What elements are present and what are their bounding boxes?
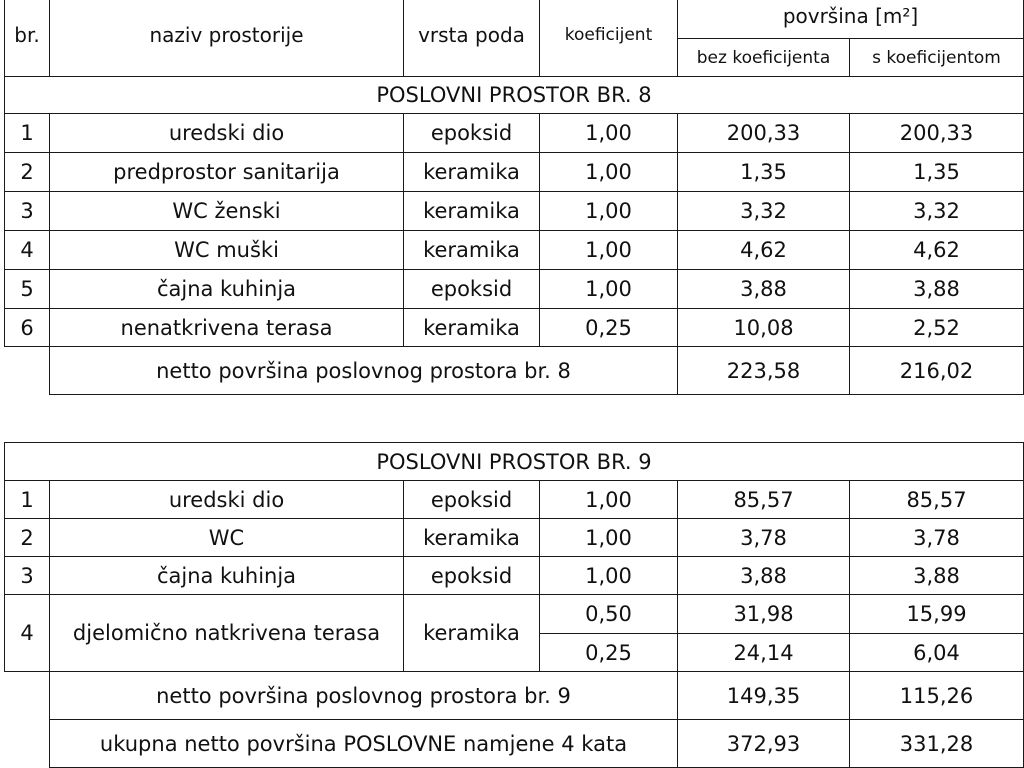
section-title: POSLOVNI PROSTOR BR. 9	[5, 443, 1024, 481]
cell-bez: 24,14	[678, 634, 850, 672]
cell-koef: 1,00	[540, 270, 678, 309]
cell-bez: 3,88	[678, 270, 850, 309]
cell-naziv: nenatkrivena terasa	[50, 309, 404, 347]
cell-s: 15,99	[850, 595, 1024, 634]
cell-bez: 200,33	[678, 114, 850, 153]
cell-naziv: uredski dio	[50, 481, 404, 519]
cell-s: 3,88	[850, 557, 1024, 595]
cell-naziv: uredski dio	[50, 114, 404, 153]
cell-s: 6,04	[850, 634, 1024, 672]
cell-br: 4	[5, 595, 50, 672]
table-row	[5, 270, 1024, 309]
cell-naziv: WC muški	[50, 231, 404, 270]
cell-vrsta: epoksid	[404, 114, 540, 153]
header-vrsta: vrsta poda	[404, 0, 540, 77]
cell-br: 3	[5, 192, 50, 231]
cell-bez: 4,62	[678, 231, 850, 270]
cell-koef: 1,00	[540, 153, 678, 192]
cell-bez: 3,88	[678, 557, 850, 595]
cell-br: 2	[5, 153, 50, 192]
total-s: 216,02	[850, 347, 1024, 395]
cell-s: 4,62	[850, 231, 1024, 270]
cell-naziv: djelomično natkrivena terasa	[50, 595, 404, 672]
cell-vrsta: keramika	[404, 231, 540, 270]
table-row	[5, 114, 1024, 153]
empty-cell	[5, 672, 50, 720]
cell-naziv: WC	[50, 519, 404, 557]
cell-vrsta: epoksid	[404, 557, 540, 595]
table-row	[5, 309, 1024, 347]
cell-vrsta: keramika	[404, 192, 540, 231]
cell-s: 200,33	[850, 114, 1024, 153]
cell-bez: 1,35	[678, 153, 850, 192]
table-row	[5, 231, 1024, 270]
empty-cell	[5, 347, 50, 395]
cell-koef: 1,00	[540, 481, 678, 519]
cell-br: 1	[5, 481, 50, 519]
cell-s: 2,52	[850, 309, 1024, 347]
table-row	[5, 192, 1024, 231]
cell-koef: 1,00	[540, 519, 678, 557]
cell-s: 3,32	[850, 192, 1024, 231]
cell-br: 3	[5, 557, 50, 595]
header-koeficijent: koeficijent	[540, 0, 678, 77]
cell-br: 4	[5, 231, 50, 270]
table-row	[5, 557, 1024, 595]
grand-total-bez: 372,93	[678, 720, 850, 768]
total-s: 115,26	[850, 672, 1024, 720]
cell-naziv: WC ženski	[50, 192, 404, 231]
cell-vrsta: keramika	[404, 309, 540, 347]
header-bez-koef: bez koeficijenta	[678, 39, 850, 77]
cell-vrsta: keramika	[404, 595, 540, 672]
total-bez: 149,35	[678, 672, 850, 720]
cell-koef: 0,25	[540, 634, 678, 672]
grand-total-label: ukupna netto površina POSLOVNE namjene 4 kata	[50, 720, 678, 768]
cell-bez: 10,08	[678, 309, 850, 347]
cell-bez: 85,57	[678, 481, 850, 519]
cell-bez: 3,32	[678, 192, 850, 231]
empty-cell	[5, 720, 50, 768]
cell-koef: 0,50	[540, 595, 678, 634]
grand-total-row	[5, 720, 1024, 768]
cell-vrsta: epoksid	[404, 270, 540, 309]
table-prostor-9	[4, 442, 1024, 768]
table-row	[5, 519, 1024, 557]
header-povrsina: površina [m²]	[678, 0, 1024, 39]
total-label: netto površina poslovnog prostora br. 9	[50, 672, 678, 720]
cell-naziv: predprostor sanitarija	[50, 153, 404, 192]
cell-koef: 0,25	[540, 309, 678, 347]
total-bez: 223,58	[678, 347, 850, 395]
cell-koef: 1,00	[540, 231, 678, 270]
grand-total-s: 331,28	[850, 720, 1024, 768]
cell-br: 2	[5, 519, 50, 557]
cell-bez: 31,98	[678, 595, 850, 634]
section-title: POSLOVNI PROSTOR BR. 8	[5, 77, 1024, 114]
table-row	[5, 595, 1024, 634]
cell-naziv: čajna kuhinja	[50, 270, 404, 309]
cell-s: 3,78	[850, 519, 1024, 557]
cell-vrsta: keramika	[404, 519, 540, 557]
total-row	[5, 672, 1024, 720]
table-row	[5, 153, 1024, 192]
cell-s: 3,88	[850, 270, 1024, 309]
total-label: netto površina poslovnog prostora br. 8	[50, 347, 678, 395]
cell-vrsta: epoksid	[404, 481, 540, 519]
cell-s: 1,35	[850, 153, 1024, 192]
cell-vrsta: keramika	[404, 153, 540, 192]
header-br: br.	[5, 0, 50, 77]
total-row	[5, 347, 1024, 395]
cell-naziv: čajna kuhinja	[50, 557, 404, 595]
cell-koef: 1,00	[540, 557, 678, 595]
cell-br: 6	[5, 309, 50, 347]
header-s-koef: s koeficijentom	[850, 39, 1024, 77]
cell-koef: 1,00	[540, 192, 678, 231]
cell-koef: 1,00	[540, 114, 678, 153]
cell-br: 1	[5, 114, 50, 153]
cell-bez: 3,78	[678, 519, 850, 557]
cell-s: 85,57	[850, 481, 1024, 519]
table-row	[5, 481, 1024, 519]
header-naziv: naziv prostorije	[50, 0, 404, 77]
table-prostor-8	[4, 0, 1024, 395]
cell-br: 5	[5, 270, 50, 309]
